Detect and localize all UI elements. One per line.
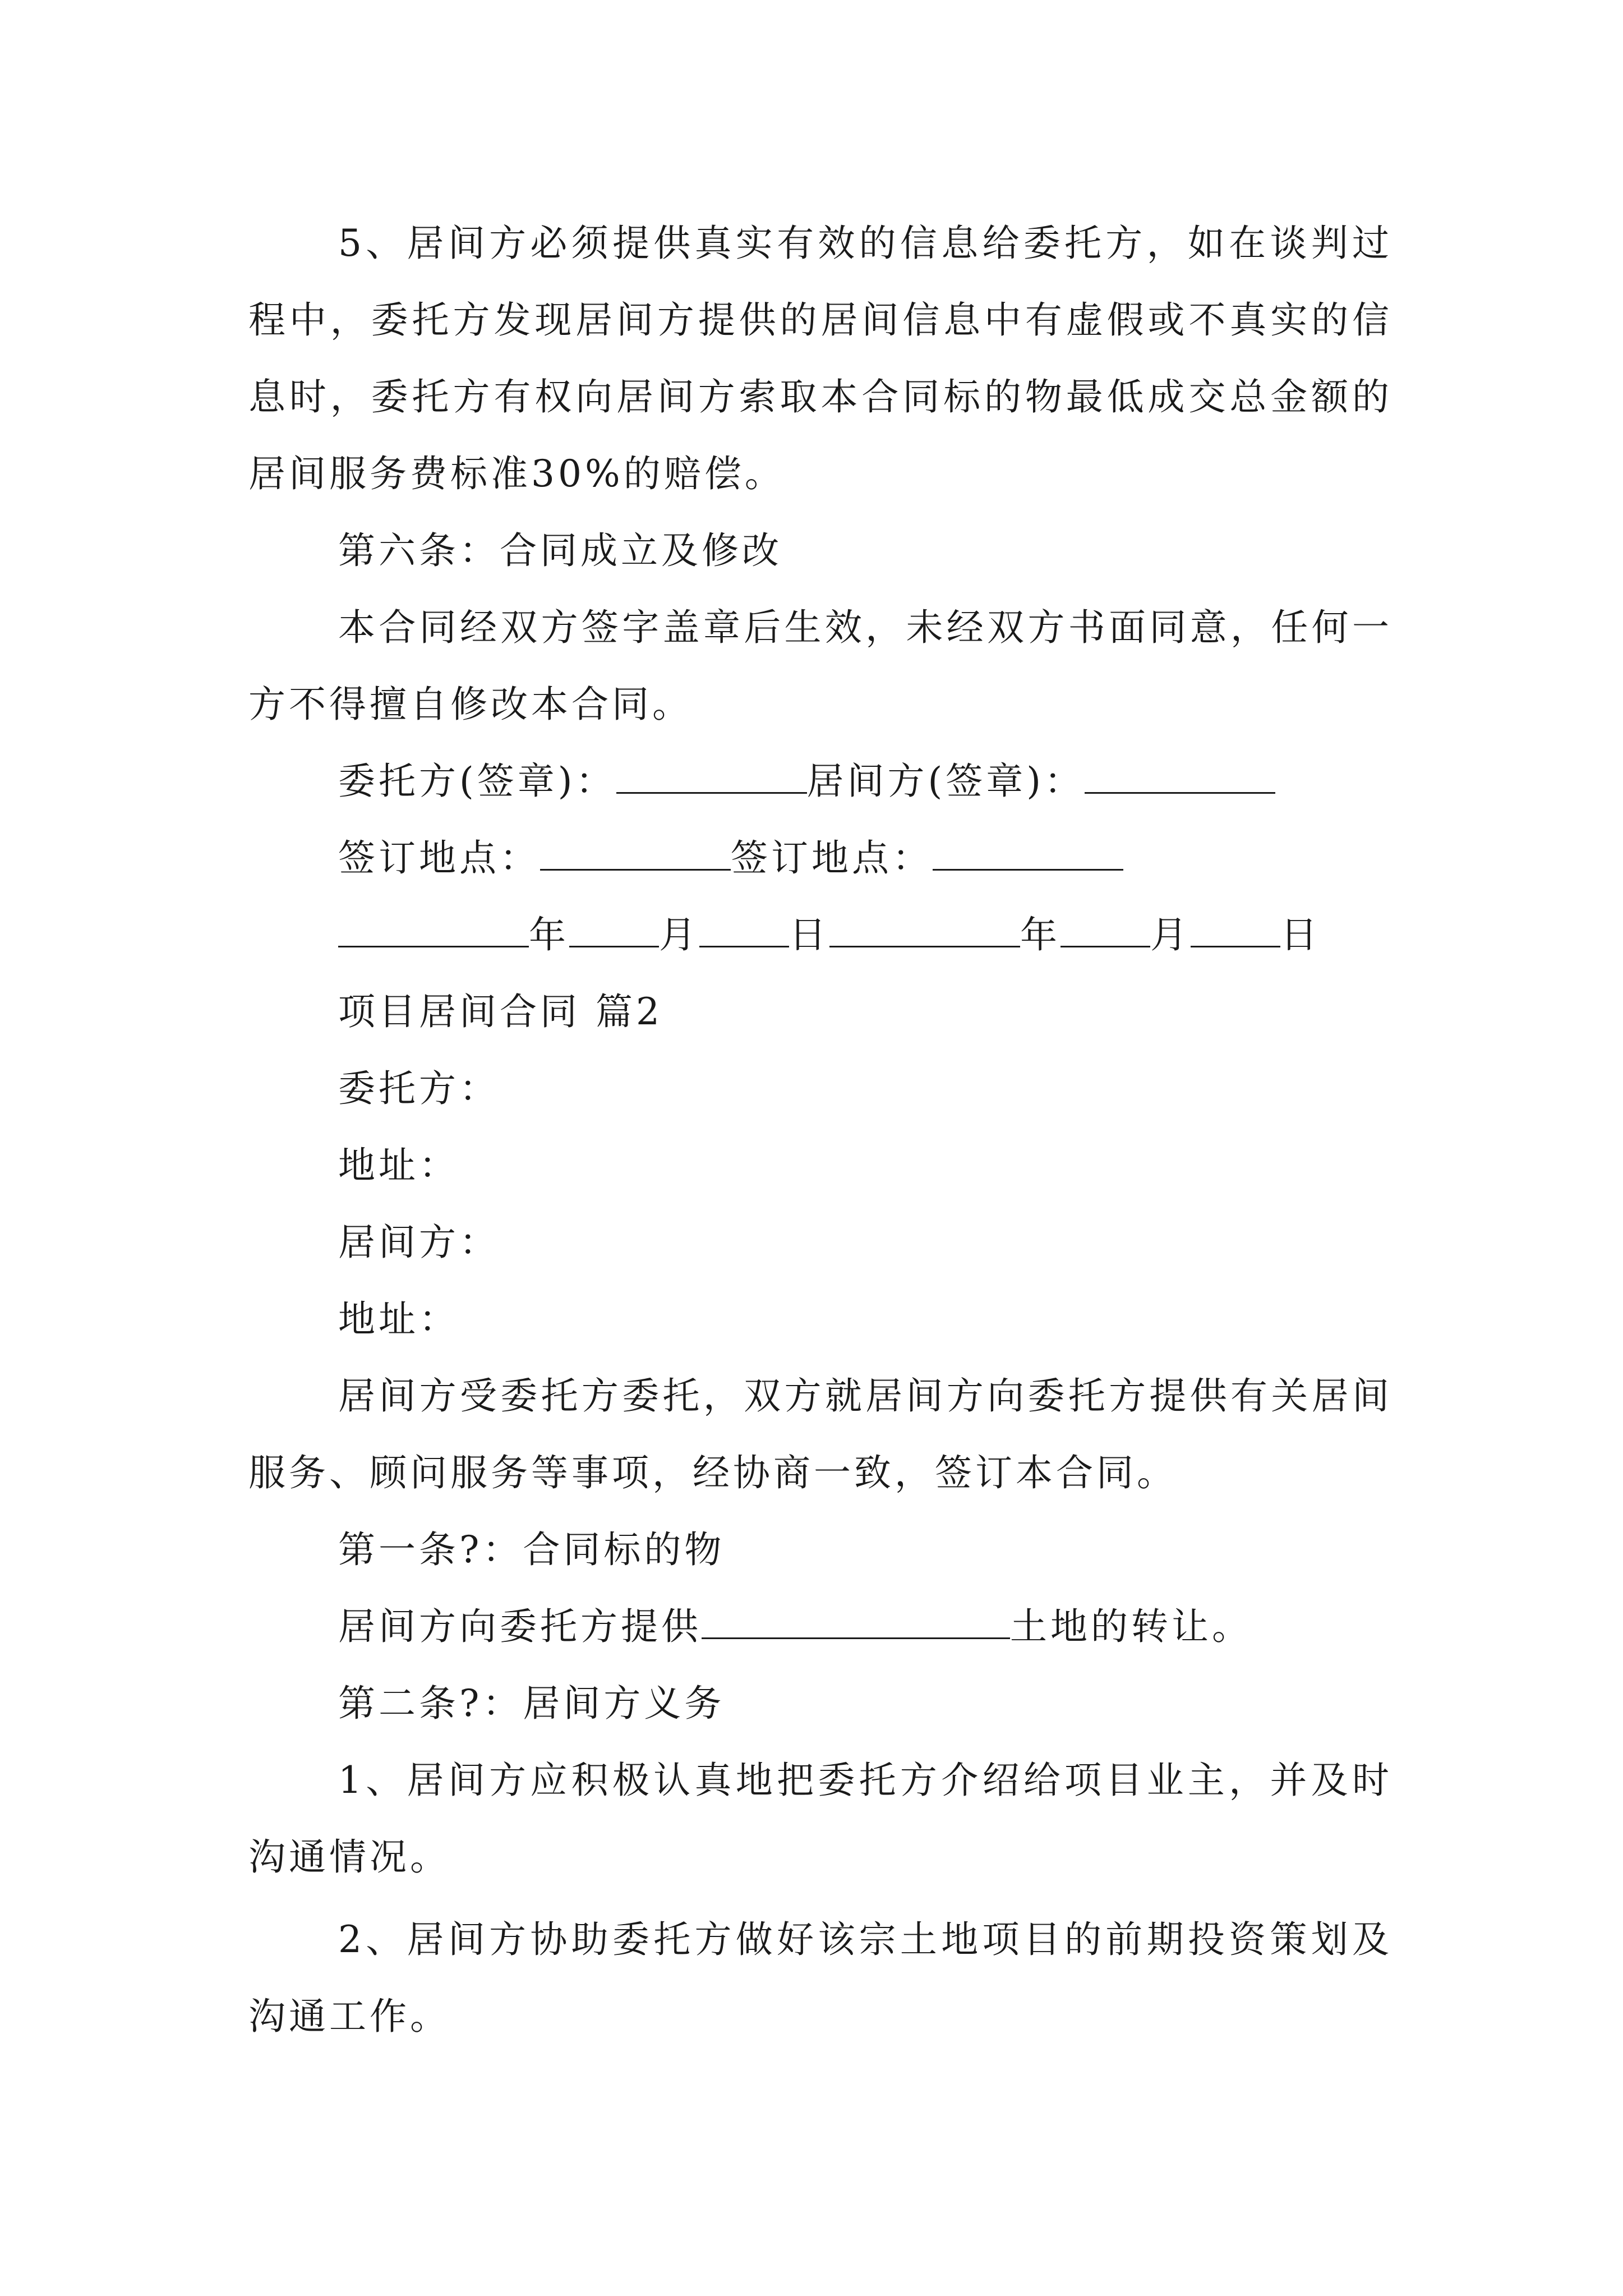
article-6-heading: 第六条：合同成立及修改 [338,529,782,572]
article-1-prefix: 居间方向委托方提供 [338,1605,702,1648]
signing-place-blank-2 [933,840,1123,871]
year-blank-1 [338,917,529,947]
agent-signature-blank [1085,763,1275,794]
agent-signature-label: 居间方(签章)： [806,760,1085,803]
article-1-heading: 第一条?：合同标的物 [338,1528,725,1571]
year-label-1: 年 [529,913,569,956]
year-blank-2 [829,917,1020,947]
article-1-suffix: 土地的转让。 [1010,1605,1252,1648]
signature-line [248,743,1393,820]
article-2-heading: 第二条?：居间方义务 [338,1682,725,1725]
intro-paragraph: 居间方受委托方委托，双方就居间方向委托方提供有关居间服务、顾问服务等事项，经协商一致，签订本合同。 [248,1374,1393,1494]
signing-place-label-2: 签订地点： [731,836,933,880]
article-2-item-2: 2、居间方协助委托方做好该宗土地项目的前期投资策划及沟通工作。 [248,1918,1393,2038]
signing-place-line [248,820,1393,896]
agent-field: 居间方： [338,1221,500,1264]
date-line [248,896,1393,973]
day-label-1: 日 [789,913,829,956]
land-blank [702,1608,1010,1639]
signing-place-blank-1 [540,840,731,871]
client-signature-label: 委托方(签章)： [338,760,616,803]
year-label-2: 年 [1020,913,1061,956]
client-address-field: 地址： [338,1144,459,1187]
month-label-2: 月 [1150,913,1191,956]
agent-address-field: 地址： [338,1297,459,1341]
month-label-1: 月 [659,913,699,956]
client-field: 委托方： [338,1067,500,1110]
client-signature-blank [616,763,807,794]
day-blank-2 [1191,917,1280,947]
day-blank-1 [699,917,789,947]
document-body [248,205,1393,2055]
article-2-item-1: 1、居间方应积极认真地把委托方介绍给项目业主，并及时沟通情况。 [248,1759,1393,1879]
clause-5-paragraph: 5、居间方必须提供真实有效的信息给委托方，如在谈判过程中，委托方发现居间方提供的居间信息中有虚假或不真实的信息时，委托方有权向居间方索取本合同标的物最低成交总金额的居间服务费标准30%的赔偿。 [248,222,1393,495]
month-blank-2 [1061,917,1150,947]
article-1-body [248,1588,1393,1665]
signing-place-label-1: 签订地点： [338,836,540,880]
day-label-2: 日 [1280,913,1321,956]
month-blank-1 [569,917,659,947]
section-2-title: 项目居间合同 篇2 [338,990,663,1033]
article-6-body: 本合同经双方签字盖章后生效，未经双方书面同意，任何一方不得擅自修改本合同。 [248,606,1393,726]
